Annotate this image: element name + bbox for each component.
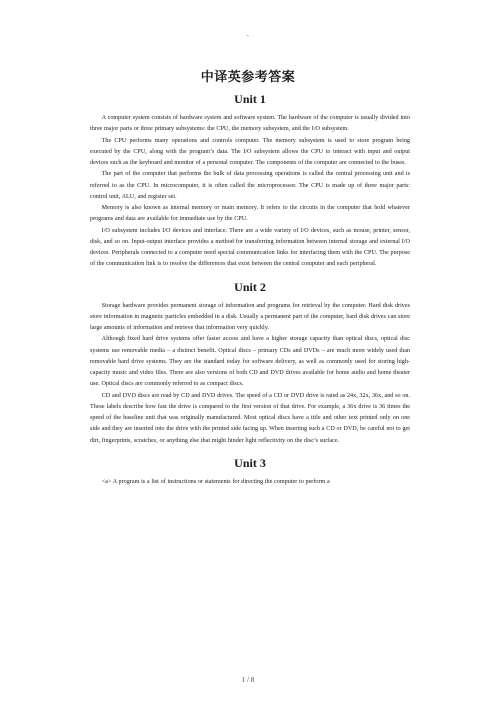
paragraph: Although fixed hard drive systems offer faster access and have a higher storage capacity than optical discs, optical disc systems use removable media – a distinct benefit. Optical discs – primary CDs and DVDs – are much more widely used than removable hard drive systems. They are the standard today for software delivery, as well as commonly used for storing high-capacity music and video files. There are also versions of both CD and DVD drives available for home audio and home theater use. Optical discs are commonly referred to as compact discs. <box>90 336 410 388</box>
unit-heading: Unit 1 <box>234 92 266 106</box>
document-body <box>90 92 410 488</box>
header-mark: ` <box>246 34 250 43</box>
paragraph: I/O subsystem includes I/O devices and interface. There are a wide variety of I/O devices, such as mouse, printer, sensor, disk, and so on. Input-output interface provides a method for transferring information between internal storage and external I/O devices. Peripherals connected to a computer need special communication links for interfacing them with the CPU. The purpose of the communication link is to resolve the differences that exist between the central computer and each peripheral. <box>90 227 410 268</box>
paragraph: Memory is also known as internal memory or main memory. It refers to the circuits in the computer that hold whatever programs and data are available for immediate use by the CPU. <box>90 205 410 223</box>
paragraph: The CPU performs many operations and controls computer. The memory subsystem is used to store program being executed by the CPU, along with the program’s data. The I/O subsystem allows the CPU to interact with input and output devices such as the keyboard and monitor of a personal computer. The components of the computer are connected to the buses. <box>90 137 410 166</box>
paragraph: <a> A program is a list of instructions or statements for directing the computer to perform a <box>101 478 330 485</box>
unit-heading: Unit 2 <box>234 279 266 294</box>
paragraph: The part of the computer that performs the bulk of data processing operations is called the central processing unit and is referred to as the CPU. In microcomputer, it is often called the microprocessor. The CPU is made up of three major parts: control unit, ALU, and register set. <box>90 171 410 200</box>
paragraph: Storage hardware provides permanent storage of information and programs for retrieval by the computer. Hard disk drives store information in magnetic particles embedded in a disk. Usually a permanent part of the computer, hard disk drives can store large amounts of information and retrieve that information very quickly. <box>90 302 410 331</box>
page-number: 1 / 8 <box>241 676 255 684</box>
paragraph: CD and DVD discs are read by CD and DVD drives. The speed of a CD or DVD drive is rated as 24x, 32x, 36x, and so on. These labels describe how fast the drive is compared to the first version of that drive. For example, a 36x drive is 36 times the speed of the baseline unit that was originally manufactured. Most optical discs have a title and other text printed only on one side and they are inserted into the drive with the printed side facing up. When inserting such a CD or DVD, be careful not to get dirt, fingerprints, scratches, or anything else that might hinder light reflectivity on the disc’s surface. <box>90 392 410 444</box>
paragraph: A computer system consists of hardware system and software system. The hardware of the computer is usually divided into three major parts or three primary subsystems: the CPU, the memory subsystem, and the I/O subsystem. <box>90 115 410 133</box>
unit-heading: Unit 3 <box>234 455 266 470</box>
page-title: 中译英参考答案 <box>200 70 296 85</box>
